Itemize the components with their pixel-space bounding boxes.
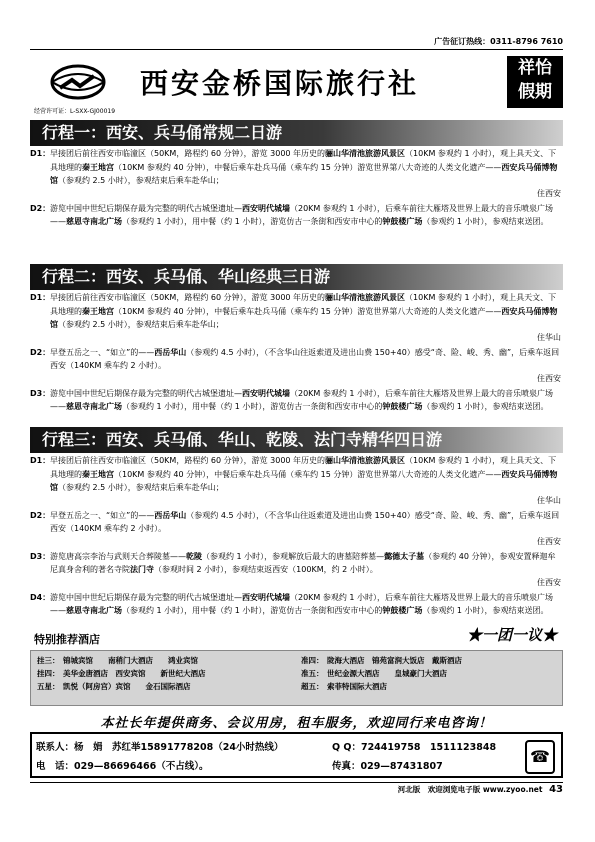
hotel-grade: 准四：: [301, 656, 324, 665]
attraction-name: 秦王地宫: [82, 469, 114, 479]
hotel-grade: 挂三：: [37, 656, 60, 665]
attraction-name: 钟鼓楼广场: [382, 402, 423, 411]
attraction-name: 慈恩寺南北广场: [66, 217, 122, 226]
day-tag: D3：: [30, 388, 51, 398]
slogan: 本社长年提供商务、会议用房，租车服务，欢迎同行来电咨询！: [100, 716, 493, 731]
footer: [398, 784, 563, 795]
overnight-location: 住华山: [534, 494, 561, 508]
attraction-name: 骊山华清池旅游风景区: [325, 293, 406, 302]
day-tag: D1：: [30, 149, 51, 158]
attraction-name: 西岳华山: [154, 347, 187, 357]
day-text: 游览中国中世纪后期保存最为完整的明代古城堡遗址—: [50, 388, 242, 398]
page-number: 43: [549, 784, 563, 795]
day-text: 早接团后前往西安市临潼区（50KM，路程约 60 分钟），游览 3000 年历史的: [50, 293, 326, 302]
hotel-list-left: [37, 654, 206, 693]
stamp-line-1: 祥怡: [518, 58, 552, 78]
day-text: 早接团后前往西安市临潼区（50KM，路程约 60 分钟），游览 3000 年历史的: [50, 456, 326, 465]
overnight-location: 住西安: [534, 576, 561, 590]
day-tag: D2：: [30, 510, 51, 520]
attraction-name: 西安兵马俑博物馆: [50, 162, 558, 185]
attraction-name: 西安兵马俑博物馆: [50, 469, 558, 492]
itinerary-day: [30, 454, 563, 508]
tour-title: 行程三：西安、兵马俑、华山、乾陵、法门寺精华四日游: [30, 427, 563, 453]
hotel-list-right: [301, 654, 462, 693]
attraction-name: 慈恩寺南北广场: [66, 402, 122, 411]
attraction-name: 西岳华山: [154, 510, 187, 520]
day-text: （10KM 参观约 1 小时），观上具天文、下具地理的: [50, 456, 557, 479]
footer-rule: [30, 782, 563, 783]
day-text: 游览中国中世纪后期保存最为完整的明代古城堡遗址—: [50, 203, 242, 213]
attraction-name: 钟鼓楼广场: [382, 217, 423, 226]
itinerary-day: [30, 550, 563, 590]
itinerary-day: [30, 591, 563, 618]
contact-phone: 电 话：029—86696466（不占线）。: [36, 761, 209, 772]
day-text: （参观约 1 小时），用中餐（约 1 小时），游览仿古一条街和西安市中心的: [122, 217, 383, 226]
hotel-recommend-title: 特别推荐酒店: [34, 633, 100, 646]
attraction-name: 秦王地宫: [82, 162, 114, 172]
attraction-name: 懿德太子墓: [384, 551, 425, 561]
hotel-row: [301, 667, 462, 680]
one-group-one-deal-badge: ★一团一议★: [466, 626, 557, 644]
hotel-names: 索菲特国际大酒店: [327, 682, 387, 691]
hotel-names: 美华金唐酒店 西安宾馆 新世纪大酒店: [63, 669, 206, 678]
attraction-name: 法门寺: [130, 565, 154, 574]
day-text: （参观约 2.5 小时），参观结束后乘车赴华山；: [58, 176, 224, 185]
contact-qq: Q Q：724419758 1511123848: [332, 742, 497, 753]
attraction-name: 乾陵: [186, 551, 202, 561]
day-text: （参观约 1 小时），参观解放后最大的唐墓陪葬墓—: [202, 551, 385, 561]
attraction-name: 慈恩寺南北广场: [66, 606, 122, 615]
ad-hotline: 广告征订热线：0311-8796 7610: [434, 37, 563, 46]
hotel-row: [37, 680, 206, 693]
hotel-names: 世纪金源大酒店 皇城豪门大酒店: [327, 669, 447, 678]
hotel-names: 凯悦（阿房宫）宾馆 金石国际酒店: [63, 682, 191, 691]
day-text: （10KM 参观约 40 分钟），中餐后乘车赴兵马俑（乘车约 15 分钟）游览世界第八大奇迹的人类文化遗产——: [114, 306, 502, 316]
day-tag: D3：: [30, 551, 51, 561]
phone-icon: ☎: [525, 740, 555, 774]
day-text: （参观约 1 小时），参观结束送团。: [422, 606, 549, 615]
overnight-location: 住西安: [534, 372, 561, 386]
itinerary-day: [30, 387, 563, 414]
day-text: （参观时间 2 小时），参观结束返西安（100KM，约 2 小时）。: [154, 565, 378, 574]
day-text: （参观约 1 小时），用中餐（约 1 小时），游览仿古一条街和西安市中心的: [122, 402, 383, 411]
attraction-name: 钟鼓楼广场: [382, 606, 423, 615]
brand-name: 西安金桥国际旅行社: [140, 67, 420, 100]
day-text: （10KM 参观约 1 小时），观上具天文、下具地理的: [50, 149, 557, 172]
attraction-name: 西安明代城墙: [242, 388, 290, 398]
hotel-grade: 超五：: [301, 682, 324, 691]
day-text: （参观约 40 分钟），参观安置释迦牟尼真身舍利的著名寺院: [50, 551, 556, 574]
attraction-name: 秦王地宫: [82, 306, 114, 316]
contact-fax: 传真：029—87431807: [332, 761, 443, 772]
day-text: 早登五岳之一、“如立”的——: [50, 510, 155, 520]
footer-text: 河北版 欢迎浏览电子版 www.zyoo.net: [397, 785, 543, 794]
day-tag: D1：: [30, 456, 51, 465]
day-text: 游览中国中世纪后期保存最为完整的明代古城堡遗址—: [50, 592, 242, 602]
itinerary-day: [30, 509, 563, 549]
day-tag: D4：: [30, 592, 51, 602]
contact-box: [30, 732, 563, 778]
day-text: （参观约 1 小时），参观结束送团。: [422, 217, 549, 226]
day-text: 游览唐高宗李治与武则天合葬陵墓——: [50, 551, 186, 561]
attraction-name: 骊山华清池旅游风景区: [325, 456, 406, 465]
tour-section-2: [30, 264, 563, 414]
day-text: （10KM 参观约 40 分钟），中餐后乘车赴兵马俑（乘车约 15 分钟）游览世界第八大奇迹的人类文化遗产——: [114, 162, 502, 172]
hotel-names: 锦城宾馆 南稍门大酒店 鸿业宾馆: [63, 656, 198, 665]
day-text: （20KM 参观约 1 小时），后乘车前往大雁塔及世界上最大的音乐喷泉广场——: [50, 592, 554, 615]
day-text: （10KM 参观约 40 分钟），中餐后乘车赴兵马俑（乘车约 15 分钟）游览世界第八大奇迹的人类文化遗产——: [114, 469, 502, 479]
hotel-list: [30, 650, 563, 706]
itinerary-day: [30, 147, 563, 201]
page: [30, 36, 563, 824]
day-text: （参观约 2.5 小时），参观结束后乘车赴华山；: [58, 320, 224, 329]
attraction-name: 西安兵马俑博物馆: [50, 306, 558, 329]
day-tag: D2：: [30, 347, 51, 357]
day-text: （参观约 1 小时），参观结束送团。: [422, 402, 549, 411]
day-text: （20KM 参观约 1 小时），后乘车前往大雁塔及世界上最大的音乐喷泉广场——: [50, 203, 554, 226]
day-tag: D1：: [30, 293, 51, 302]
itinerary-day: [30, 346, 563, 386]
hotel-grade: 准五：: [301, 669, 324, 678]
attraction-name: 西安明代城墙: [242, 203, 290, 213]
hotel-row: [301, 680, 462, 693]
logo-icon: [46, 58, 110, 106]
tour-section-3: [30, 427, 563, 618]
hotel-row: [37, 667, 206, 680]
day-text: （参观约 4.5 小时），（不含华山往返索道及进出山费 150+40）感受“奇、险、峻、秀、幽”，后乘车返回西安（140KM 乘车约 2 小时）。: [50, 347, 560, 370]
overnight-location: 住西安: [534, 187, 561, 201]
day-text: 早登五岳之一、“如立”的——: [50, 347, 155, 357]
overnight-location: 住西安: [534, 535, 561, 549]
tour-section-1: [30, 120, 563, 229]
day-text: 早接团后前往西安市临潼区（50KM，路程约 60 分钟），游览 3000 年历史的: [50, 149, 326, 158]
attraction-name: 西安明代城墙: [242, 592, 290, 602]
day-text: （参观约 2.5 小时），参观结束后乘车赴华山；: [58, 483, 224, 492]
day-text: （20KM 参观约 1 小时），后乘车前往大雁塔及世界上最大的音乐喷泉广场——: [50, 388, 554, 411]
brand-stamp: [507, 56, 563, 108]
contact-person: 联系人：杨 娟 苏红举15891778208（24小时热线）: [36, 742, 284, 753]
itinerary-day: [30, 202, 563, 229]
hotel-names: 陇海大酒店 锦苑富润大饭店 戴斯酒店: [327, 656, 462, 665]
day-tag: D2：: [30, 203, 51, 213]
top-rule: [30, 49, 563, 50]
hotel-grade: 挂四：: [37, 669, 60, 678]
stamp-line-2: 假期: [518, 82, 552, 102]
day-text: （参观约 4.5 小时），（不含华山往返索道及进出山费 150+40）感受“奇、险、峻、秀、幽”，后乘车返回西安（140KM 乘车约 2 小时）。: [50, 510, 560, 533]
day-text: （参观约 1 小时），用中餐（约 1 小时），游览仿古一条街和西安市中心的: [122, 606, 383, 615]
tour-title: 行程一：西安、兵马俑常规二日游: [30, 120, 563, 146]
hotel-grade: 五星：: [37, 682, 60, 691]
hotel-row: [301, 654, 462, 667]
tour-title: 行程二：西安、兵马俑、华山经典三日游: [30, 264, 563, 290]
day-text: （10KM 参观约 1 小时），观上具天文、下具地理的: [50, 293, 557, 316]
license-number: 经营许可证：L-SXX-GJ00019: [34, 108, 116, 115]
overnight-location: 住华山: [534, 331, 561, 345]
hotel-row: [37, 654, 206, 667]
itinerary-day: [30, 291, 563, 345]
attraction-name: 骊山华清池旅游风景区: [325, 149, 406, 158]
